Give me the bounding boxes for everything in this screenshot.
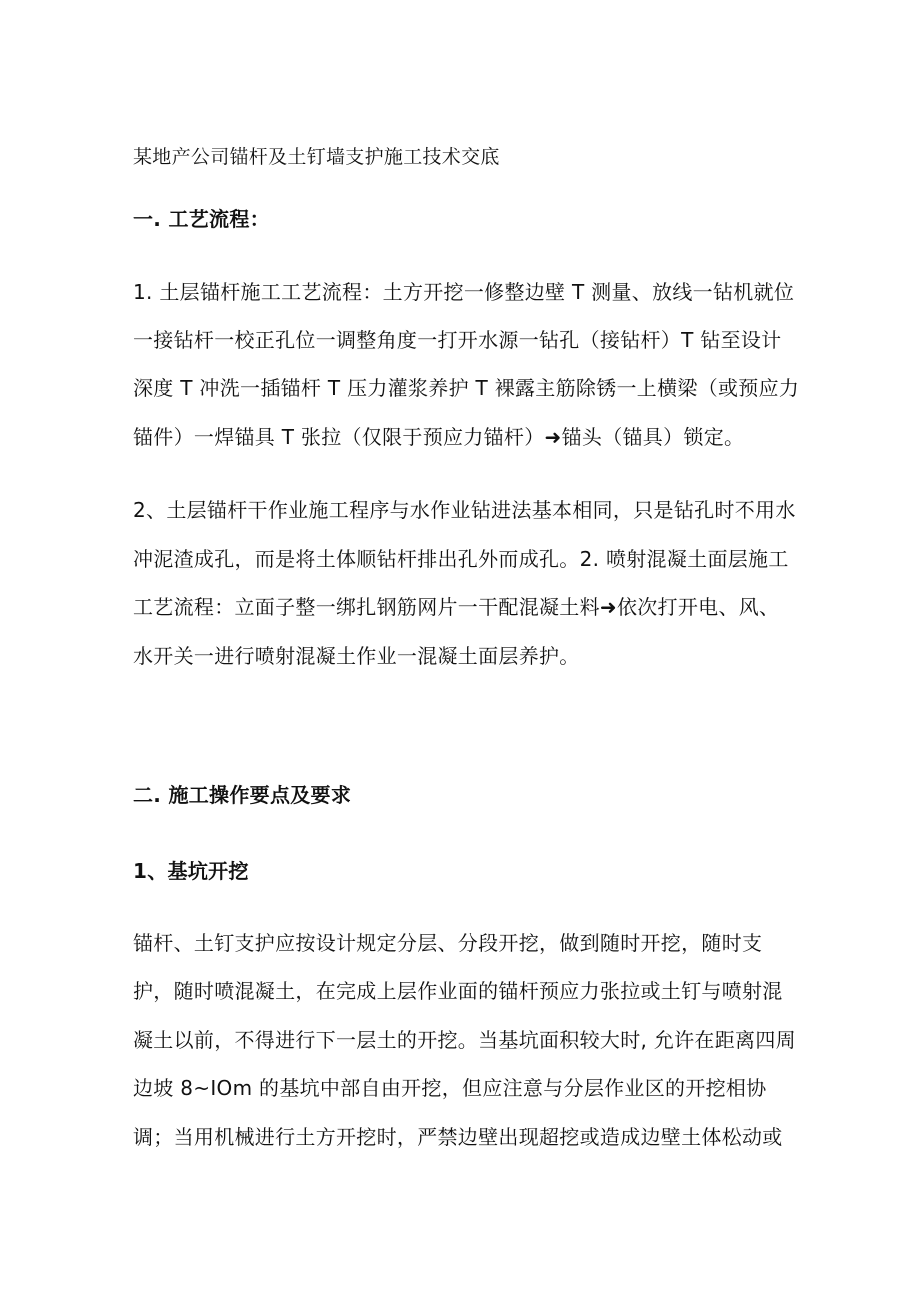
paragraph-line: 冲泥渣成孔，而是将土体顺钻杆排出孔外而成孔。2. 喷射混凝土面层施工 — [133, 547, 789, 571]
paragraph-line: 调；当用机械进行土方开挖时，严禁边壁出现超挖或造成边壁土体松动或 — [133, 1125, 783, 1149]
paragraph-line: 边坡 8~IOm 的基坑中部自由开挖，但应注意与分层作业区的开挖相协 — [133, 1076, 767, 1100]
section-heading-operations: 二. 施工操作要点及要求 — [133, 783, 352, 807]
paragraph-line: 锚件）一焊锚具 T 张拉（仅限于预应力锚杆）➜锚头（锚具）锁定。 — [133, 425, 745, 449]
paragraph-line: 深度 T 冲洗一插锚杆 T 压力灌浆养护 T 裸露主筋除锈一上横梁（或预应力 — [133, 376, 800, 400]
paragraph-line: 凝土以前，不得进行下一层土的开挖。当基坑面积较大时, 允许在距离四周 — [133, 1028, 796, 1052]
paragraph-line: 一接钻杆一校正孔位一调整角度一打开水源一钻孔（接钻杆）T 钻至设计 — [133, 328, 782, 352]
paragraph-line: 水开关一进行喷射混凝土作业一混凝土面层养护。 — [133, 644, 580, 668]
paragraph-line: 护，随时喷混凝土，在完成上层作业面的锚杆预应力张拉或土钉与喷射混 — [133, 979, 783, 1003]
document-title: 某地产公司锚杆及土钉墙支护施工技术交底 — [133, 146, 500, 168]
paragraph-line: 锚杆、土钉支护应按设计规定分层、分段开挖，做到随时开挖，随时支 — [133, 931, 763, 955]
subheading-excavation: 1、基坑开挖 — [133, 859, 249, 883]
section-heading-process: 一. 工艺流程： — [133, 207, 270, 231]
paragraph-line: 2、土层锚杆干作业施工程序与水作业钻进法基本相同，只是钻孔时不用水 — [133, 498, 796, 522]
paragraph-line: 工艺流程：立面子整一绑扎钢筋网片一干配混凝土料➜依次打开电、风、 — [133, 595, 780, 619]
paragraph-line: 1. 土层锚杆施工工艺流程：土方开挖一修整边壁 T 测量、放线一钻机就位 — [133, 280, 795, 304]
